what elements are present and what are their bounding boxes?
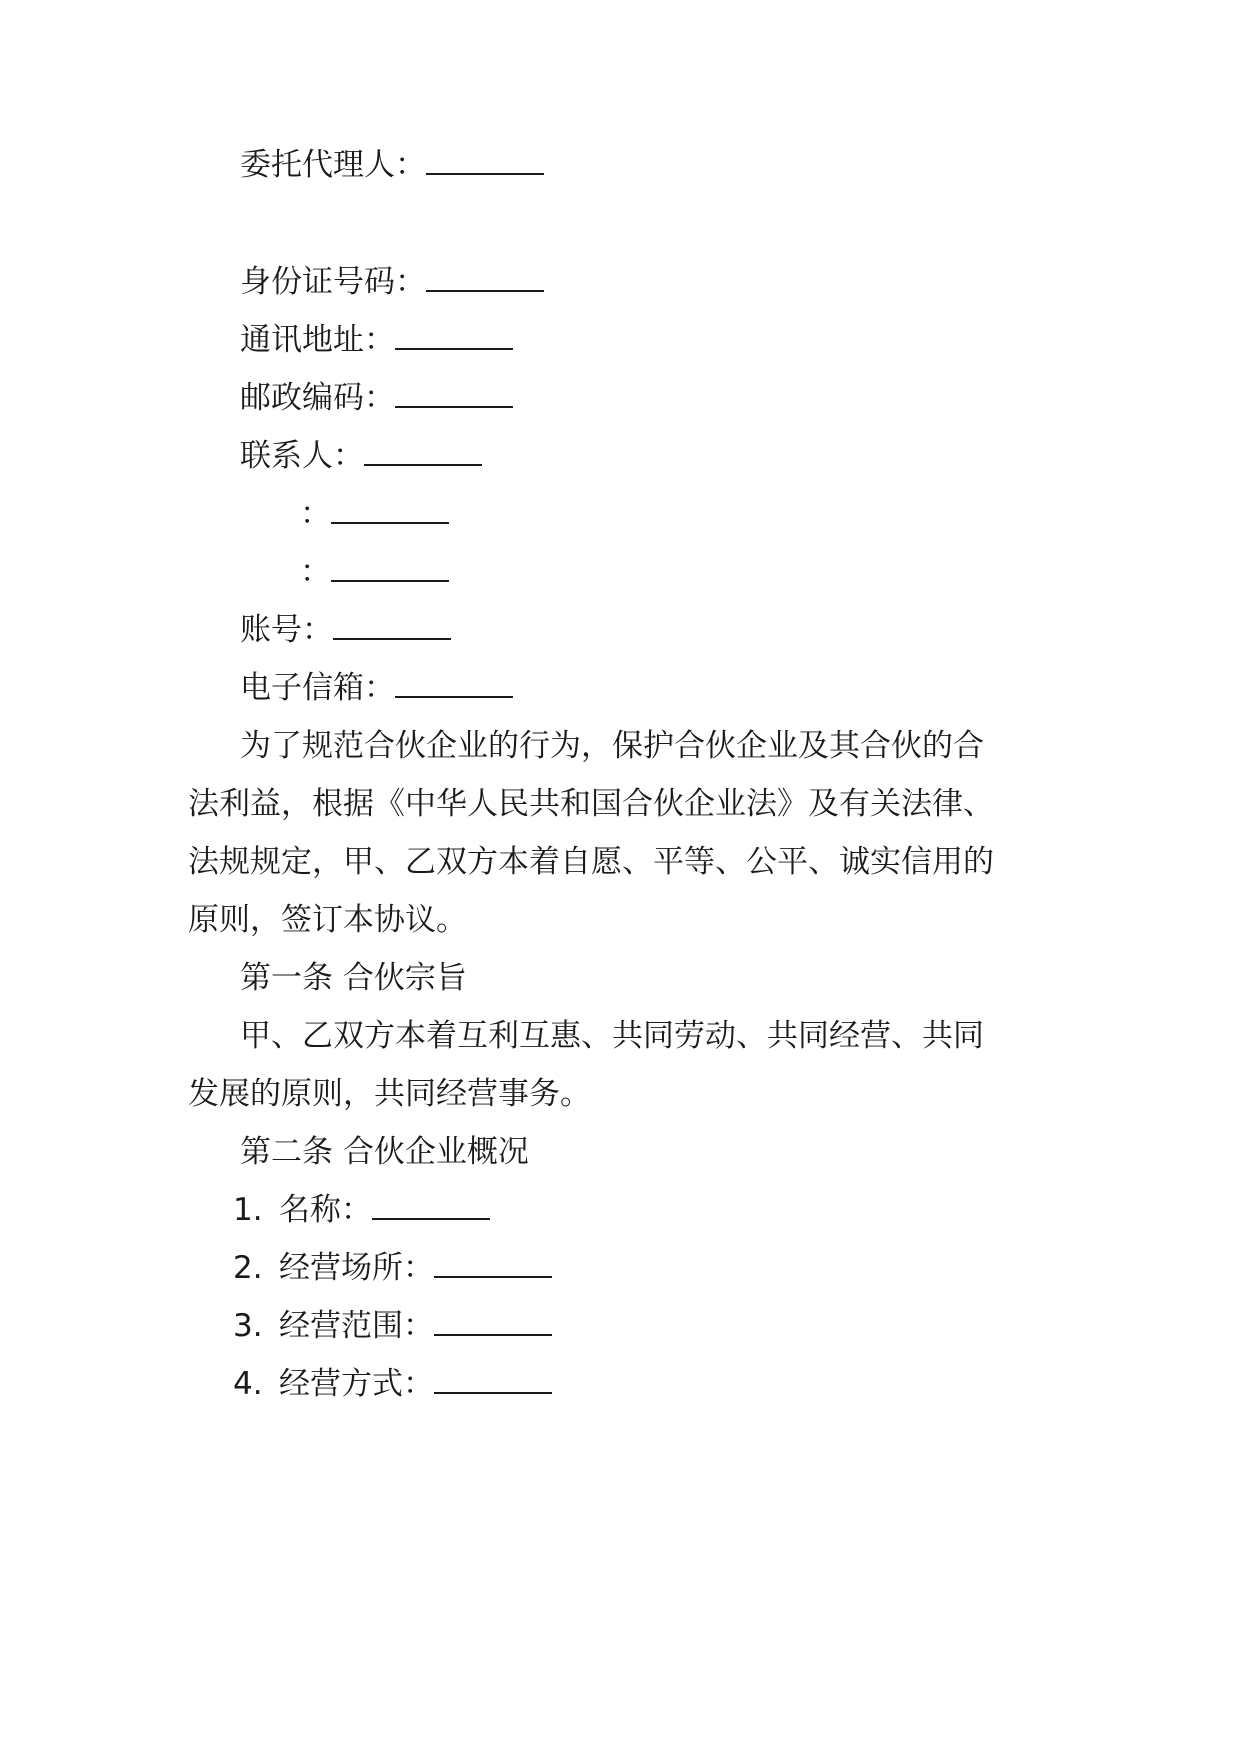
field-blank: [331, 552, 449, 582]
article-2-item-scope: [233, 1306, 552, 1346]
field-blank: [426, 262, 544, 292]
item-number: 2.: [233, 1250, 263, 1286]
field-blank: [434, 1364, 552, 1394]
field-blank: [395, 378, 513, 408]
field-contact: [240, 436, 482, 476]
item-label: 经营范围：: [279, 1308, 434, 1344]
item-number: 3.: [233, 1308, 263, 1344]
field-label: 委托代理人：: [240, 147, 426, 183]
field-label: ：: [300, 496, 331, 532]
field-label: 身份证号码：: [240, 264, 426, 300]
item-label: 经营方式：: [279, 1366, 434, 1402]
item-label: 名称：: [279, 1192, 372, 1228]
article-2-heading: 第二条 合伙企业概况: [240, 1134, 529, 1170]
item-number: 1.: [233, 1192, 263, 1228]
field-blank: [333, 610, 451, 640]
field-email: [240, 668, 513, 708]
article-2-item-premises: [233, 1248, 552, 1288]
field-address: [240, 320, 513, 360]
field-blank: [434, 1306, 552, 1336]
field-unlabeled-1: [300, 494, 449, 534]
field-label: 电子信箱：: [240, 670, 395, 706]
preamble-line: 为了规范合伙企业的行为，保护合伙企业及其合伙的合: [240, 728, 984, 764]
preamble-line: 法利益，根据《中华人民共和国合伙企业法》及有关法律、: [188, 786, 994, 822]
article-2-item-mode: [233, 1364, 552, 1404]
field-agent: [240, 145, 544, 185]
field-label: 账号：: [240, 612, 333, 648]
field-blank: [426, 145, 544, 175]
field-blank: [331, 494, 449, 524]
field-blank: [434, 1248, 552, 1278]
field-unlabeled-2: [300, 552, 449, 592]
field-blank: [364, 436, 482, 466]
article-1-heading: 第一条 合伙宗旨: [240, 960, 467, 996]
field-account: [240, 610, 451, 650]
preamble-line: 原则，签订本协议。: [188, 902, 467, 938]
field-label: 邮政编码：: [240, 380, 395, 416]
item-number: 4.: [233, 1366, 263, 1402]
field-postcode: [240, 378, 513, 418]
field-id-number: [240, 262, 544, 302]
article-2-item-name: [233, 1190, 490, 1230]
field-label: 通讯地址：: [240, 322, 395, 358]
article-1-body-line: 发展的原则，共同经营事务。: [188, 1076, 591, 1112]
item-label: 经营场所：: [279, 1250, 434, 1286]
field-blank: [395, 668, 513, 698]
article-1-body-line: 甲、乙双方本着互利互惠、共同劳动、共同经营、共同: [240, 1018, 984, 1054]
preamble-line: 法规规定，甲、乙双方本着自愿、平等、公平、诚实信用的: [188, 844, 994, 880]
field-blank: [395, 320, 513, 350]
field-label: ：: [300, 554, 331, 590]
field-label: 联系人：: [240, 438, 364, 474]
field-blank: [372, 1190, 490, 1220]
